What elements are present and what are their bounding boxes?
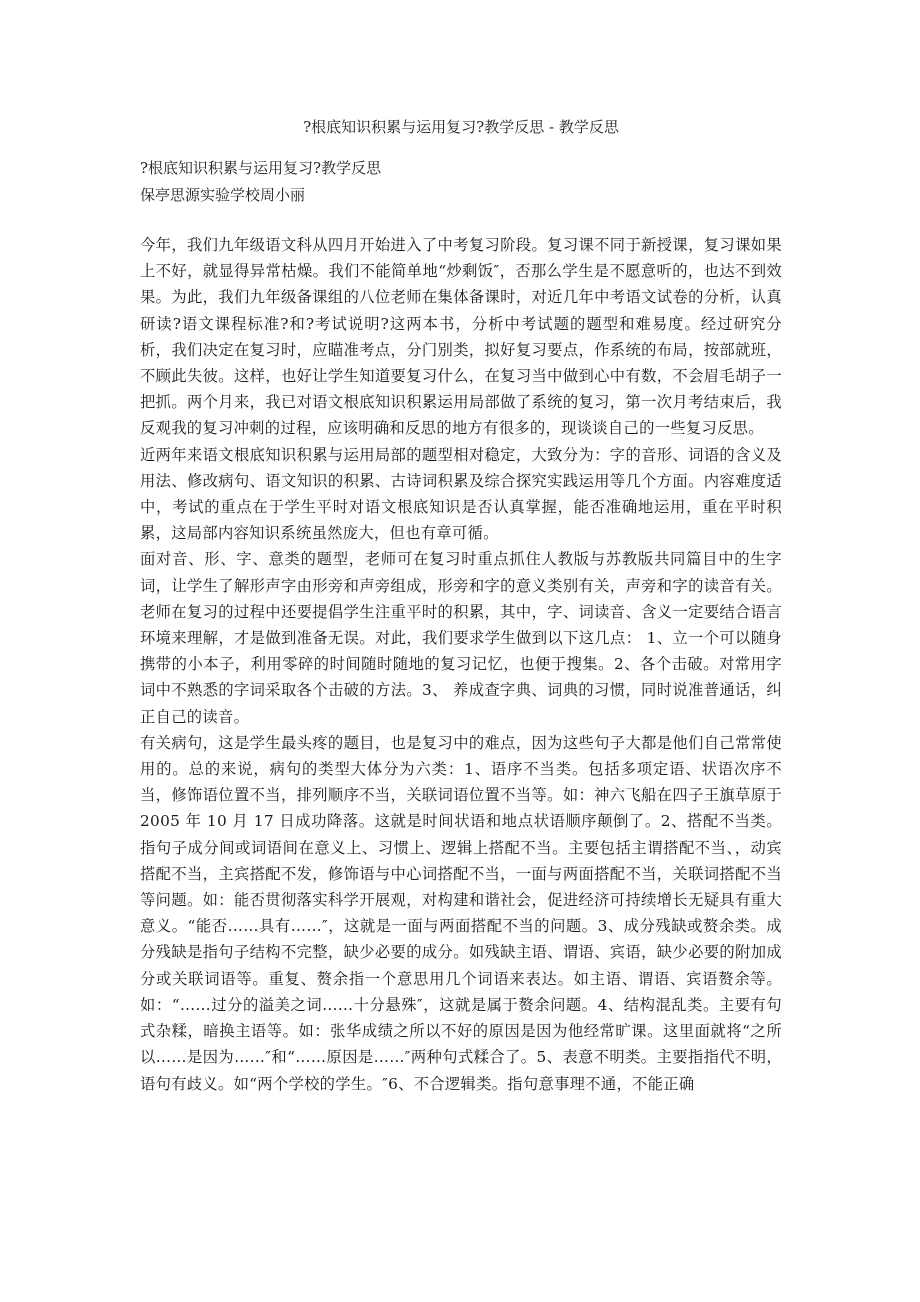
paragraph-pronunciation: 面对音、形、字、意类的题型，老师可在复习时重点抓住人教版与苏教版共同篇目中的生字词，让学生了解形声字由形旁和声旁组成，形旁和字的意义类别有关，声旁和字的读音有关。老师在复习的过程中还要提倡学生注重平时的积累，其中，字、词读音、含义一定要结合语言环境来理解，才是做到准备无误。对此，我们要求学生做到以下这几点： 1、立一个可以随身携带的小本子，利用零碎的时间随时随地的复习记忆，也便于搜集。2、各个击破。对常用字词中不熟悉的字词采取各个击破的方法。3、 养成查字典、词典的习惯，同时说准普通话，纠正自己的读音。 (140, 550, 782, 726)
paragraph-intro: 今年，我们九年级语文科从四月开始进入了中考复习阶段。复习课不同于新授课，复习课如果上不好，就显得异常枯燥。我们不能简单地“炒剩饭″，否那么学生是不愿意听的，也达不到效果。为此，我们九年级备课组的八位老师在集体备课时，对近几年中考语文试卷的分析，认真研读?语文课程标准?和?考试说明?这两本书，分析中考试题的题型和难易度。经过研究分析，我们决定在复习时，应瞄准考点，分门别类，拟好复习要点，作系统的布局，按部就班，不顾此失彼。这样，也好让学生知道要复习什么，在复习当中做到心中有数，不会眉毛胡子一把抓。两个月来，我已对语文根底知识积累运用局部做了系统的复习，第一次月考结束后，我反观我的复习冲刺的过程，应该明确和反思的地方有很多的，现谈谈自己的一些复习反思。 (140, 236, 782, 438)
document-title: ?根底知识积累与运用复习?教学反思 - 教学反思 (303, 118, 619, 136)
author-line: 保亭思源实验学校周小丽 (140, 186, 306, 204)
article-heading: ?根底知识积累与运用复习?教学反思 (140, 159, 382, 177)
paragraph-question-types: 近两年来语文根底知识积累与运用局部的题型相对稳定，大致分为：字的音形、词语的含义及用法、修改病句、语文知识的积累、古诗词积累及综合探究实践运用等几个方面。内容难度适中，考试的重点在于学生平时对语文根底知识是否认真掌握，能否准确地运用，重在平时积累，这局部内容知识系统虽然庞大，但也有章可循。 (140, 445, 782, 543)
paragraph-faulty-sentences: 有关病句，这是学生最头疼的题目，也是复习中的难点，因为这些句子大都是他们自己常常使用的。总的来说，病句的类型大体分为六类：1、语序不当类。包括多项定语、状语次序不当，修饰语位置不当，排列顺序不当，关联词语位置不当等。如：神六飞船在四子王旗草原于 2005 年 10 月 17 日成功降落。这就是时间状语和地点状语顺序颠倒了。2、搭配不当类。指句子成分间或词语间在意义上、习惯上、逻辑上搭配不当。主要包括主谓搭配不当、，动宾搭配不当，主宾搭配不发，修饰语与中心词搭配不当，一面与两面搭配不当，关联词搭配不当等问题。如：能否贯彻落实科学开展观，对构建和谐社会，促进经济可持续增长无疑具有重大意义。“能否……具有……″，这就是一面与两面搭配不当的问题。3、成分残缺或赘余类。成分残缺是指句子结构不完整，缺少必要的成分。如残缺主语、谓语、宾语，缺少必要的附加成分或关联词语等。重复、赘余指一个意思用几个词语来表达。如主语、谓语、宾语赘余等。如：“……过分的溢美之词……十分悬殊″，这就是属于赘余问题。4、结构混乱类。主要有句式杂糅，暗换主语等。如：张华成绩之所以不好的原因是因为他经常旷课。这里面就将“之所以……是因为……″和“……原因是……″两种句式糅合了。5、表意不明类。主要指指代不明，语句有歧义。如“两个学校的学生。″6、不合逻辑类。指句意事理不通，不能正确 (140, 733, 782, 1093)
article-body (140, 232, 782, 1097)
